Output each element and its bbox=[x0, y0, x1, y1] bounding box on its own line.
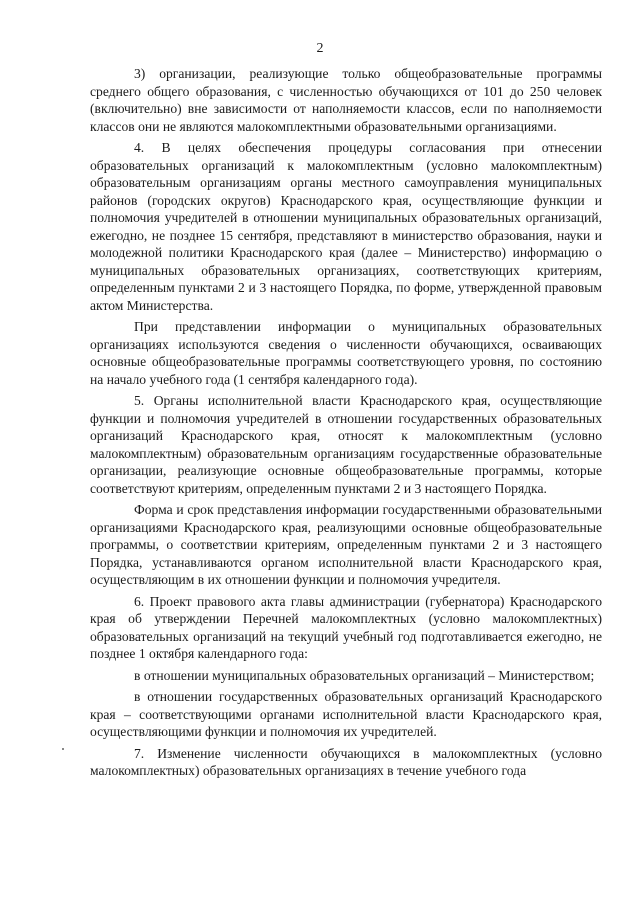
paragraph-3-item: 3) организации, реализующие только общеобразовательные программы среднего общего образования, с численностью обучающихся от 101 до 250 человек (включительно) вне зависимости от наполняемости классов, если по наполняемости классов они не являются малокомплектными образовательными организациями. bbox=[90, 66, 602, 134]
paragraph-6: 6. Проект правового акта главы администрации (губернатора) Краснодарского края об утверждении Перечней малокомплектных (условно малокомплектных) образовательных организаций на текущий учебный год подготавливается ежегодно, не позднее 1 октября календарного года: bbox=[90, 593, 602, 661]
paragraph-6-municipal: в отношении муниципальных образовательных организаций – Министерством; bbox=[134, 667, 595, 683]
scan-speck bbox=[62, 748, 64, 750]
paragraph-6-state: в отношении государственных образовательных организаций Краснодарского края – соответствующими органами исполнительной власти Краснодарского края, осуществляющими функции и полномочия их учредителей. bbox=[90, 689, 602, 739]
document-body bbox=[90, 65, 602, 784]
page-number: 2 bbox=[316, 41, 324, 56]
paragraph-5: 5. Органы исполнительной власти Краснодарского края, осуществляющие функции и полномочия учредителей в отношении государственных образовательных организаций Краснодарского края, относят к малокомплектным (условно малокомплектным) образовательным организациям государственные образовательные организации, реализующие основные общеобразовательные программы, которые соответствуют критериям, определенным пунктами 2 и 3 настоящего Порядка. bbox=[90, 393, 602, 496]
paragraph-5-form: Форма и срок представления информации государственными образовательными организациями Краснодарского края, реализующими основные общеобразовательные программы, о соответствии критериям, определенным пунктами 2 и 3 настоящего Порядка, устанавливаются органом исполнительной власти Краснодарского края, осуществляющим в их отношении функции и полномочия учредителя. bbox=[90, 502, 602, 587]
paragraph-7: 7. Изменение численности обучающихся в малокомплектных (условно малокомплектных) образовательных организациях в течение учебного года bbox=[90, 745, 602, 778]
paragraph-4-info: При представлении информации о муниципальных образовательных организациях используются сведения о численности обучающихся, осваивающих основные общеобразовательные программы соответствующего уровня, по состоянию на начало учебного года (1 сентября календарного года). bbox=[90, 319, 602, 387]
paragraph-4: 4. В целях обеспечения процедуры согласования при отнесении образовательных организаций к малокомплектным (условно малокомплектным) образовательным организациям органы местного самоуправления муниципальных районов (городских округов) Краснодарского края, осуществляющие функции и полномочия учредителей в отношении муниципальных образовательных организаций, ежегодно, не позднее 15 сентября, представляют в министерство образования, науки и молодежной политики Краснодарского края (далее – Министерство) информацию о муниципальных образовательных организациях, соответствующих критериям, определенным пунктами 2 и 3 настоящего Порядка, по форме, утвержденной правовым актом Министерства. bbox=[90, 140, 602, 313]
